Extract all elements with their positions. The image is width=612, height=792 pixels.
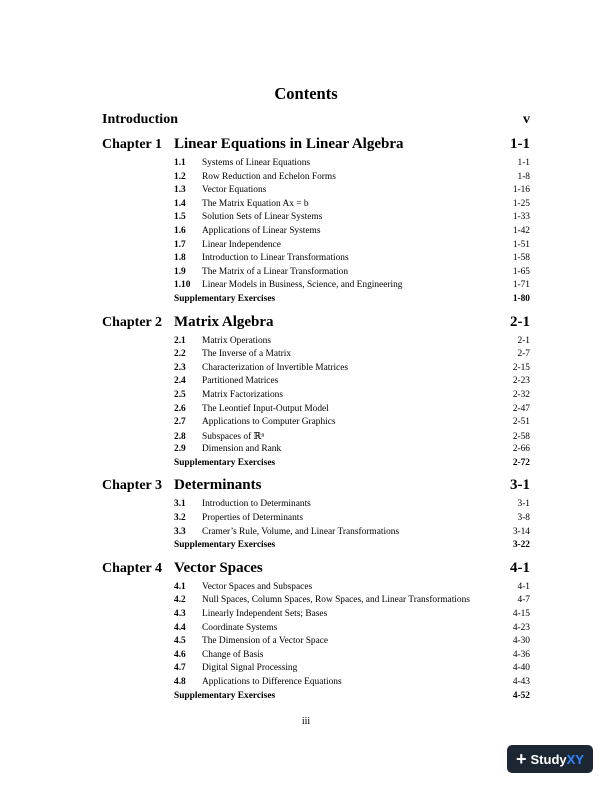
section-number: 2.2 (174, 349, 186, 360)
section-number: 1.9 (174, 266, 186, 277)
studyxy-watermark (507, 745, 593, 773)
section-page: 4-43 (512, 677, 530, 687)
section-page: 1-1 (517, 158, 530, 168)
introduction-page: v (523, 112, 530, 127)
chapter-title: Vector Spaces (174, 559, 263, 576)
toc-introduction[interactable] (102, 112, 530, 136)
section-page: 2-58 (512, 431, 530, 442)
section-title: The Inverse of a Matrix (202, 349, 292, 360)
supplementary-label: Supplementary Exercises (174, 540, 276, 551)
toc-section-row[interactable] (174, 527, 530, 541)
chapter-page: 3-1 (510, 477, 530, 494)
section-number: 4.1 (174, 581, 186, 592)
section-number: 1.2 (174, 171, 186, 182)
toc-section-row[interactable] (174, 417, 530, 431)
supplementary-label: Supplementary Exercises (174, 457, 276, 468)
toc-section-row[interactable] (174, 185, 530, 199)
supplementary-exercises-row[interactable] (174, 458, 530, 472)
toc-section-row[interactable] (174, 376, 530, 390)
supplementary-exercises-row[interactable] (174, 540, 530, 554)
section-title: Change of Basis (202, 649, 264, 660)
toc-section-row[interactable] (174, 336, 530, 350)
section-title: Subspaces of ℝⁿ (202, 431, 265, 442)
section-page: 1-33 (512, 212, 530, 223)
toc-section-row[interactable] (174, 663, 530, 677)
toc-section-row[interactable] (174, 240, 530, 254)
toc-chapter (102, 477, 530, 559)
toc-section-row[interactable] (174, 582, 530, 596)
section-number: 4.4 (174, 622, 186, 633)
section-title: Cramer’s Rule, Volume, and Linear Transformations (202, 526, 400, 537)
section-page: 4-1 (517, 581, 530, 592)
section-number: 2.7 (174, 417, 186, 428)
toc-section-row[interactable] (174, 226, 530, 240)
toc-section-row[interactable] (174, 623, 530, 637)
section-title: Linear Models in Business, Science, and Engineering (202, 280, 403, 291)
section-title: Coordinate Systems (202, 622, 278, 633)
chapter-page: 1-1 (510, 136, 530, 152)
section-page: 3-8 (517, 513, 530, 524)
chapter-title: Matrix Algebra (174, 313, 274, 330)
section-number: 4.8 (174, 677, 186, 687)
watermark-text: Study (530, 751, 567, 767)
section-number: 1.3 (174, 185, 186, 196)
section-number: 1.6 (174, 225, 186, 236)
section-page: 3-1 (517, 499, 530, 510)
section-number: 2.9 (174, 444, 186, 455)
section-title: Partitioned Matrices (202, 376, 279, 387)
toc-section-row[interactable] (174, 212, 530, 226)
section-page: 3-14 (512, 526, 530, 537)
chapter-title: Linear Equations in Linear Algebra (174, 136, 404, 152)
section-number: 1.8 (174, 253, 186, 264)
toc-section-row[interactable] (174, 513, 530, 527)
section-title: Characterization of Invertible Matrices (202, 362, 349, 373)
section-number: 2.3 (174, 362, 186, 373)
toc-section-row[interactable] (174, 363, 530, 377)
toc-section-row[interactable] (174, 280, 530, 294)
section-number: 1.5 (174, 212, 186, 223)
section-number: 1.4 (174, 198, 186, 209)
supplementary-page: 4-52 (512, 690, 530, 701)
section-page: 1-42 (512, 225, 530, 236)
page-title: Contents (274, 84, 338, 103)
chapter-title: Determinants (174, 477, 262, 494)
section-title: Linearly Independent Sets; Bases (202, 609, 328, 620)
section-title: Applications to Computer Graphics (202, 417, 336, 428)
section-number: 3.2 (174, 513, 186, 524)
toc-section-row[interactable] (174, 677, 530, 691)
section-page: 2-32 (512, 389, 530, 400)
section-number: 1.7 (174, 239, 186, 250)
supplementary-label: Supplementary Exercises (174, 690, 276, 701)
introduction-label: Introduction (102, 112, 178, 127)
section-page: 1-65 (512, 266, 530, 277)
section-title: Linear Independence (202, 239, 281, 250)
section-number: 2.4 (174, 376, 186, 387)
section-number: 3.3 (174, 526, 186, 537)
chapter-page: 2-1 (510, 313, 530, 330)
section-number: 2.8 (174, 431, 186, 442)
chapter-heading[interactable] (102, 477, 530, 499)
section-title: Matrix Factorizations (202, 389, 283, 400)
section-title: Applications to Difference Equations (202, 677, 342, 687)
section-number: 4.6 (174, 649, 186, 660)
section-title: Matrix Operations (202, 335, 271, 346)
section-number: 2.6 (174, 403, 186, 414)
toc-section-row[interactable] (174, 199, 530, 213)
section-number: 1.10 (174, 280, 191, 291)
toc-section-row[interactable] (174, 253, 530, 267)
chapter-label: Chapter 1 (102, 137, 163, 152)
section-page: 4-15 (512, 609, 530, 620)
toc-chapter (102, 314, 530, 478)
toc-section-row[interactable] (174, 390, 530, 404)
chapter-heading[interactable] (102, 560, 530, 582)
section-page: 4-36 (512, 649, 530, 660)
chapter-label: Chapter 2 (102, 314, 163, 330)
section-page: 1-16 (512, 185, 530, 196)
section-number: 4.5 (174, 636, 186, 647)
section-title: Vector Spaces and Subspaces (202, 581, 313, 592)
section-title: Dimension and Rank (202, 444, 282, 455)
supplementary-page: 1-80 (512, 293, 530, 304)
chapters-list (102, 136, 530, 704)
section-title: Systems of Linear Equations (202, 158, 311, 168)
toc-section-row[interactable] (174, 404, 530, 418)
page-number: iii (301, 716, 311, 727)
section-number: 2.1 (174, 335, 186, 346)
section-title: Applications of Linear Systems (202, 225, 321, 236)
chapter-label: Chapter 4 (102, 560, 163, 576)
toc-section-row[interactable] (174, 636, 530, 650)
section-number: 4.7 (174, 663, 186, 674)
section-title: Introduction to Linear Transformations (202, 253, 349, 264)
supplementary-exercises-row[interactable] (174, 691, 530, 705)
plus-icon: + (516, 749, 527, 769)
toc-section-row[interactable] (174, 431, 530, 445)
supplementary-label: Supplementary Exercises (174, 293, 276, 304)
chapter-heading[interactable] (102, 136, 530, 158)
toc-chapter (102, 136, 530, 314)
section-page: 1-8 (517, 171, 530, 182)
section-page: 1-51 (512, 239, 530, 250)
toc-section-row[interactable] (174, 349, 530, 363)
toc-section-row[interactable] (174, 172, 530, 186)
toc-chapter (102, 560, 530, 704)
section-title: Row Reduction and Echelon Forms (202, 171, 336, 182)
supplementary-page: 3-22 (512, 540, 530, 551)
section-number: 4.3 (174, 609, 186, 620)
section-title: Introduction to Determinants (202, 499, 311, 510)
section-number: 3.1 (174, 499, 186, 510)
toc-section-row[interactable] (174, 609, 530, 623)
supplementary-exercises-row[interactable] (174, 294, 530, 308)
toc-section-row[interactable] (174, 595, 530, 609)
section-page: 2-1 (517, 335, 530, 346)
section-number: 1.1 (174, 158, 186, 168)
section-number: 4.2 (174, 595, 186, 606)
toc-section-row[interactable] (174, 267, 530, 281)
toc-section-row[interactable] (174, 444, 530, 458)
section-page: 1-71 (512, 280, 530, 291)
section-title: The Leontief Input-Output Model (202, 403, 329, 414)
section-title: Vector Equations (202, 185, 267, 196)
chapter-page: 4-1 (510, 559, 530, 576)
section-page: 4-23 (512, 622, 530, 633)
section-number: 2.5 (174, 389, 186, 400)
section-title: Null Spaces, Column Spaces, Row Spaces, and Linear Transformations (202, 595, 470, 606)
section-title: Digital Signal Processing (202, 663, 298, 674)
section-page: 2-7 (517, 349, 530, 360)
section-page: 2-51 (512, 417, 530, 428)
chapter-heading[interactable] (102, 314, 530, 336)
section-page: 1-58 (512, 253, 530, 264)
chapter-label: Chapter 3 (102, 478, 163, 494)
section-page: 2-47 (512, 403, 530, 414)
section-page: 4-30 (512, 636, 530, 647)
section-page: 4-7 (517, 595, 530, 606)
section-title: The Matrix Equation Ax = b (202, 198, 309, 209)
toc-section-row[interactable] (174, 499, 530, 513)
supplementary-page: 2-72 (512, 457, 530, 468)
section-title: The Matrix of a Linear Transformation (202, 266, 349, 277)
watermark-accent: XY (566, 751, 584, 767)
section-title: Properties of Determinants (202, 513, 304, 524)
toc-section-row[interactable] (174, 158, 530, 172)
section-page: 1-25 (512, 198, 530, 209)
section-title: The Dimension of a Vector Space (202, 636, 329, 647)
table-of-contents (102, 112, 530, 704)
section-page: 2-15 (512, 362, 530, 373)
section-page: 4-40 (512, 663, 530, 674)
section-title: Solution Sets of Linear Systems (202, 212, 323, 223)
toc-section-row[interactable] (174, 650, 530, 664)
section-page: 2-23 (512, 376, 530, 387)
section-page: 2-66 (512, 444, 530, 455)
